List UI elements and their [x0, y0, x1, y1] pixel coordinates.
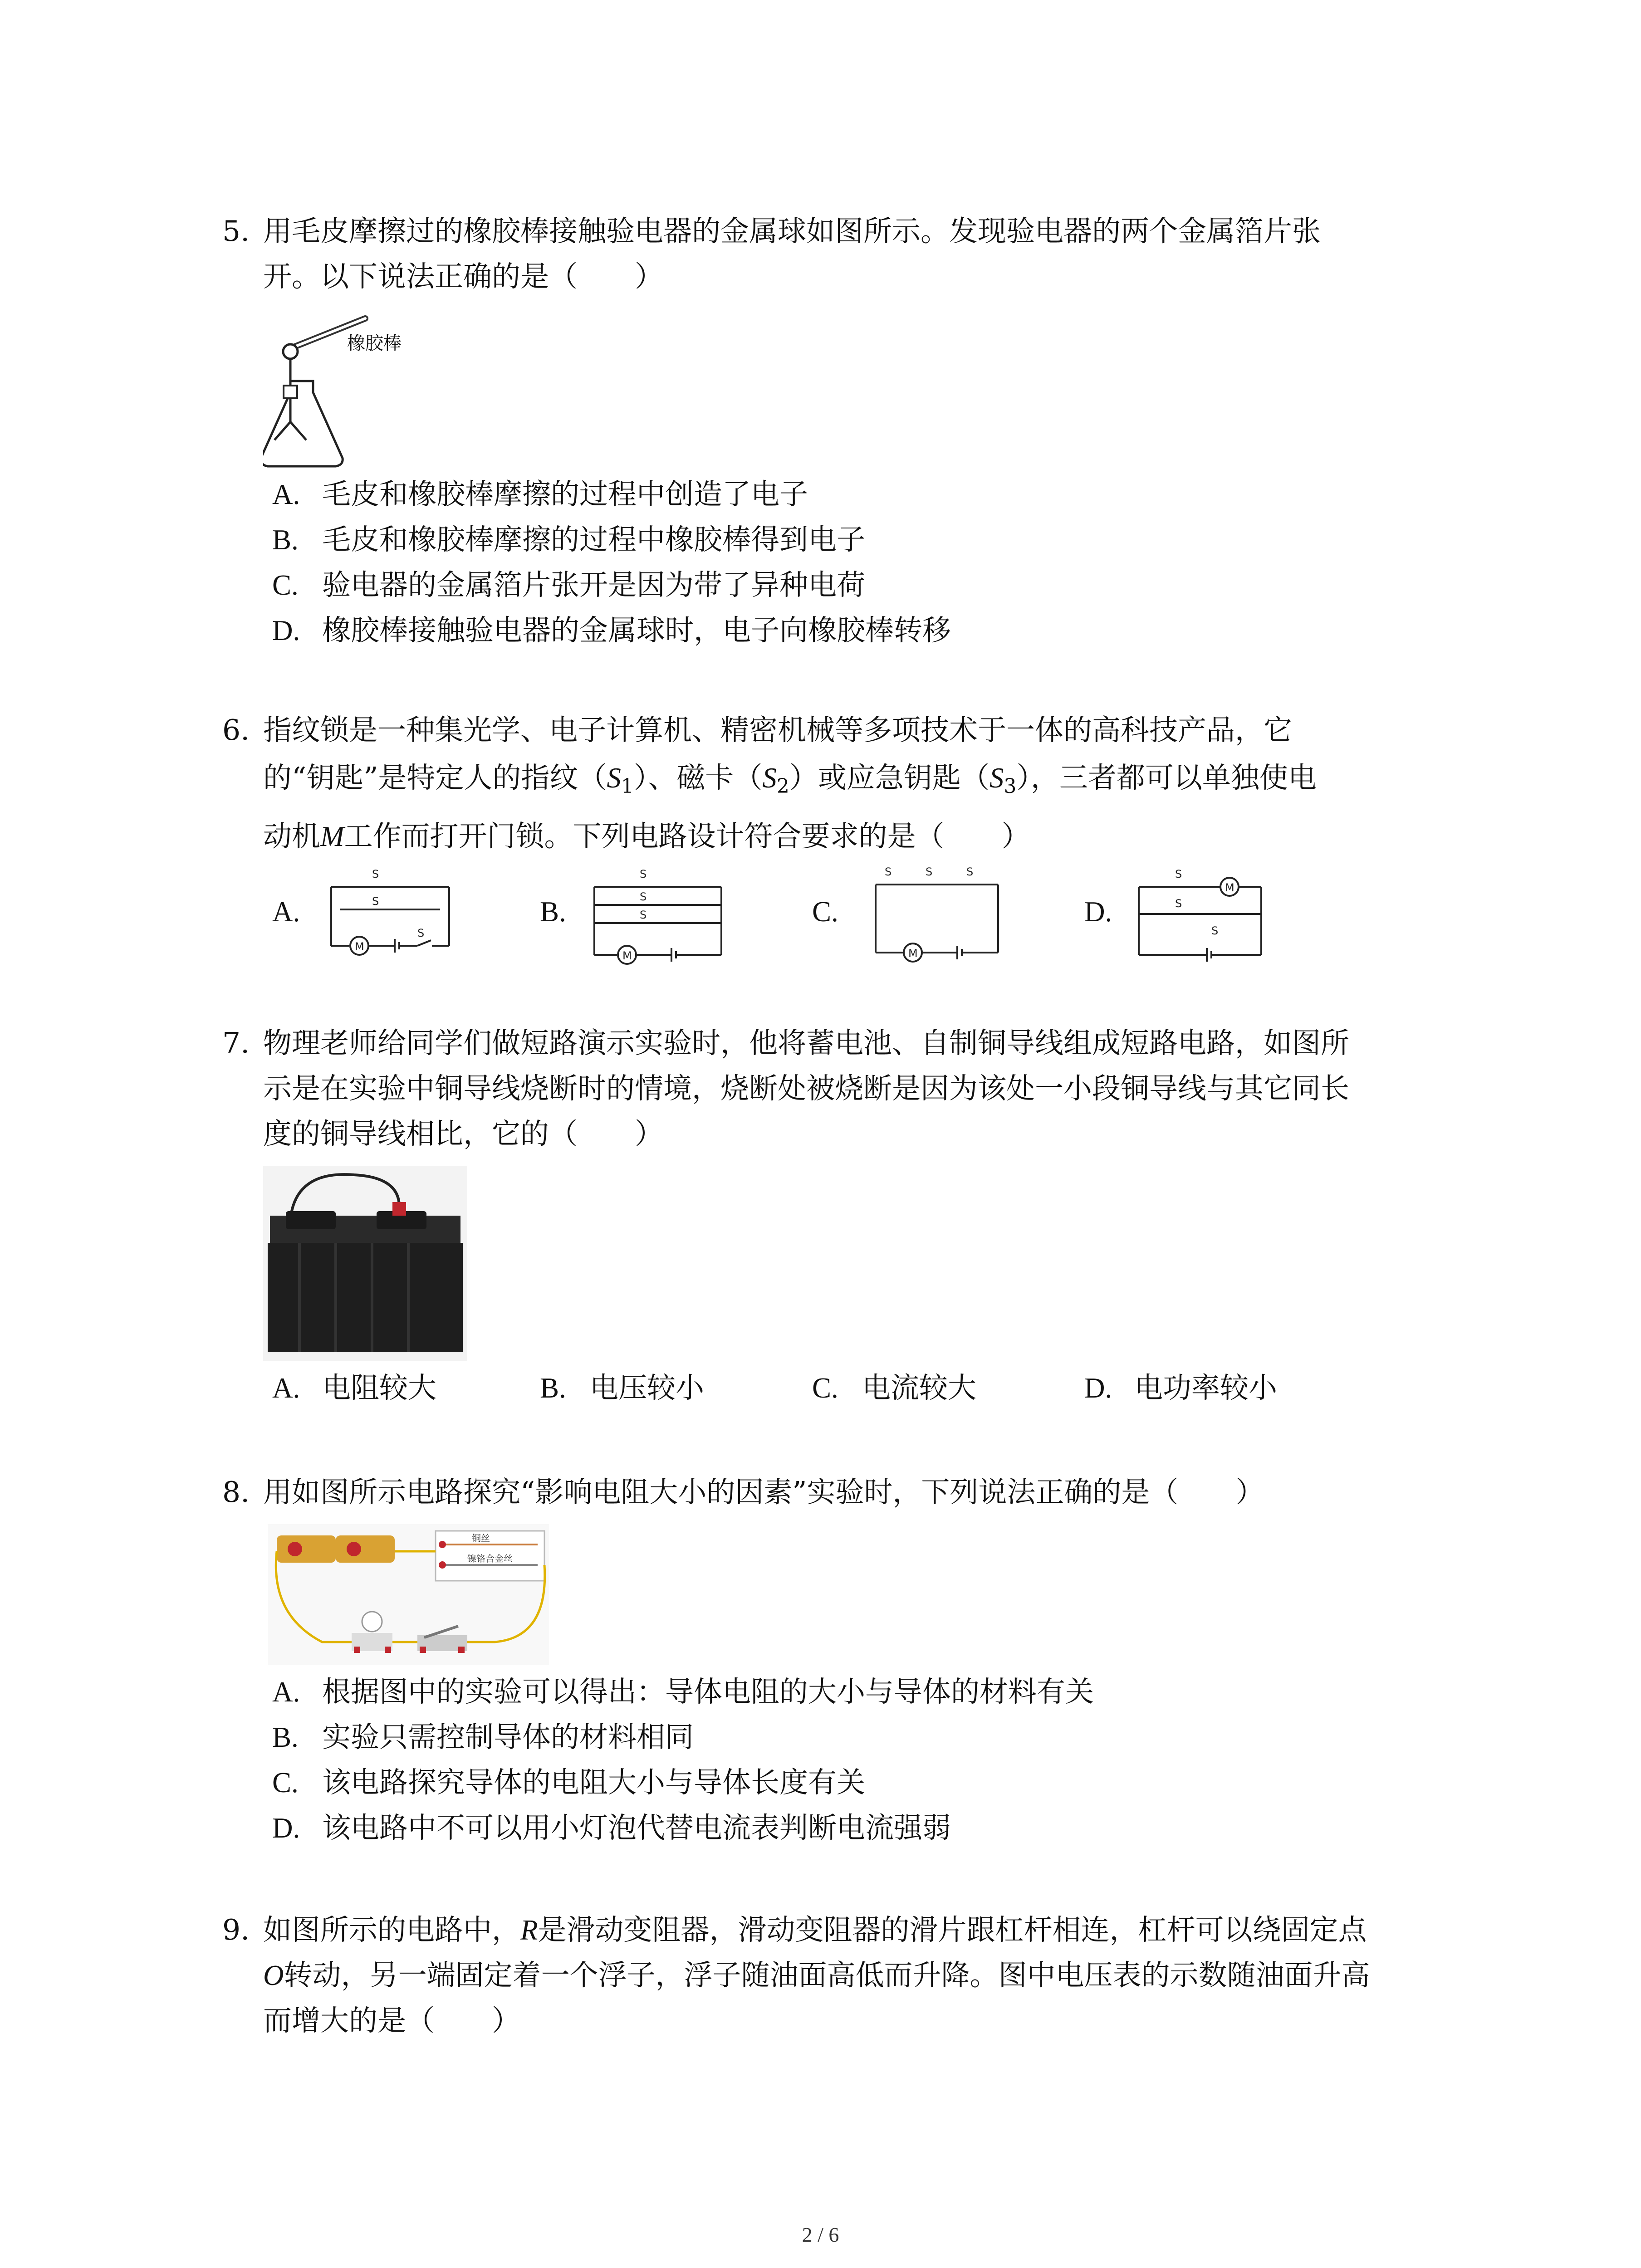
page-number: 2 / 6: [802, 2223, 839, 2246]
question-text-line: 度的铜导线相比，它的（ ）: [263, 1117, 663, 1150]
question-number: 6.: [222, 714, 250, 747]
svg-text:S: S: [926, 865, 933, 878]
svg-text:S: S: [966, 865, 974, 878]
svg-text:S: S: [640, 890, 647, 903]
svg-text:S: S: [417, 927, 425, 939]
question-text-line: O转动，另一端固定着一个浮子，浮子随油面高低而升降。图中电压表的示数随油面升高: [263, 1959, 1370, 1992]
svg-text:M: M: [355, 940, 364, 953]
svg-text:S: S: [1175, 897, 1182, 910]
question-text-line: 用毛皮摩擦过的橡胶棒接触验电器的金属球如图所示。发现验电器的两个金属箔片张: [263, 215, 1321, 248]
battery-photo: [263, 1166, 467, 1361]
option-b[interactable]: B.: [540, 896, 566, 928]
svg-text:S: S: [1175, 868, 1182, 880]
question-5: [222, 209, 1456, 299]
circuit-c[interactable]: [867, 857, 1007, 971]
option-c[interactable]: C. 该电路探究导体的电阻大小与导体长度有关: [272, 1766, 865, 1799]
question-text-line: 物理老师给同学们做短路演示实验时，他将蓄电池、自制铜导线组成短路电路，如图所: [263, 1026, 1349, 1060]
resistance-experiment-figure: [268, 1524, 549, 1665]
option-b[interactable]: B. 毛皮和橡胶棒摩擦的过程中橡胶棒得到电子: [272, 523, 865, 556]
svg-text:S: S: [372, 895, 379, 908]
question-number: 5.: [222, 215, 250, 248]
option-a[interactable]: A. 电阻较大: [272, 1371, 436, 1404]
option-b[interactable]: B. 电压较小: [540, 1371, 704, 1404]
option-d[interactable]: D. 电功率较小: [1084, 1371, 1277, 1404]
svg-text:S: S: [640, 909, 647, 921]
svg-text:M: M: [908, 947, 918, 960]
question-text-line: 而增大的是（ ）: [263, 2004, 520, 2037]
svg-text:S: S: [372, 868, 379, 880]
svg-text:S: S: [885, 865, 892, 878]
copper-wire-label: 铜丝: [472, 1533, 490, 1544]
svg-text:S: S: [1211, 924, 1219, 937]
circuit-a[interactable]: [327, 860, 463, 968]
option-c[interactable]: C. 验电器的金属箔片张开是因为带了异种电荷: [272, 568, 865, 601]
option-d[interactable]: D. 橡胶棒接触验电器的金属球时，电子向橡胶棒转移: [272, 614, 951, 647]
option-a[interactable]: A. 毛皮和橡胶棒摩擦的过程中创造了电子: [272, 478, 808, 511]
question-text-line: 动机M工作而打开门锁。下列电路设计符合要求的是（ ）: [263, 820, 1030, 853]
question-text-line: 用如图所示电路探究“影响电阻大小的因素”实验时，下列说法正确的是（ ）: [263, 1476, 1264, 1509]
svg-text:M: M: [622, 949, 632, 962]
rubber-rod-label: 橡胶棒: [347, 333, 402, 354]
option-c[interactable]: C. 电流较大: [812, 1371, 976, 1404]
option-c[interactable]: C.: [812, 896, 838, 928]
question-number: 9.: [222, 1913, 250, 1946]
question-text-line: 的“钥匙”是特定人的指纹$(S_1)$、磁卡$(S_2)$或应急钥匙$(S_3)$，三者都可以单独使电: [263, 761, 1317, 798]
question-text-line: 开。以下说法正确的是（ ）: [263, 260, 663, 293]
option-b[interactable]: B. 实验只需控制导体的材料相同: [272, 1721, 694, 1754]
electroscope-figure: [263, 313, 436, 476]
svg-text:S: S: [640, 868, 647, 880]
option-a[interactable]: A. 根据图中的实验可以得出：导体电阻的大小与导体的材料有关: [272, 1675, 1094, 1708]
question-9: [222, 1907, 1456, 2043]
option-d[interactable]: D. 该电路中不可以用小灯泡代替电流表判断电流强弱: [272, 1811, 951, 1844]
svg-text:M: M: [1225, 881, 1234, 894]
circuit-b[interactable]: [590, 860, 726, 968]
question-7: [222, 1021, 1456, 1157]
nichrome-wire-label: 镍铬合金丝: [467, 1553, 513, 1564]
option-d[interactable]: D.: [1084, 896, 1112, 928]
option-a[interactable]: A.: [272, 896, 300, 928]
question-text-line: 示是在实验中铜导线烧断时的情境，烧断处被烧断是因为该处一小段铜导线与其它同长: [263, 1072, 1349, 1105]
question-text-line: 指纹锁是一种集光学、电子计算机、精密机械等多项技术于一体的高科技产品，它: [263, 714, 1292, 747]
question-text-line: 如图所示的电路中，R是滑动变阻器，滑动变阻器的滑片跟杠杆相连，杠杆可以绕固定点: [263, 1913, 1367, 1946]
question-number: 7.: [222, 1026, 250, 1060]
question-6: [222, 708, 1456, 861]
circuit-d[interactable]: [1134, 860, 1270, 968]
question-8: [222, 1470, 1456, 1515]
question-number: 8.: [222, 1476, 250, 1509]
